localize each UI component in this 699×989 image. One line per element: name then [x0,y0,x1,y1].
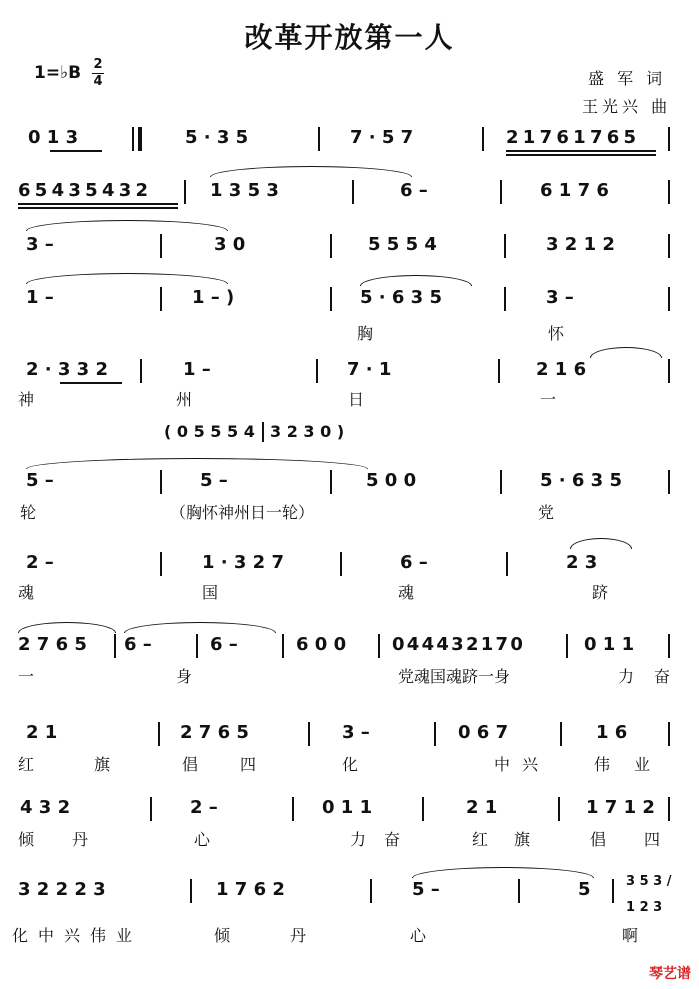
barline [160,287,162,311]
lyric: 党 [538,503,555,522]
barline [340,552,342,576]
barline [158,722,160,746]
measure: 3 2 3 0 ) [270,422,345,441]
barline [132,127,134,151]
barline [668,470,670,494]
lyric: 四 [644,830,661,849]
lyric: 倡 [182,755,199,774]
measure: 2 1 6 [536,359,587,380]
barline [140,359,142,383]
underline [18,207,178,209]
measure: 6 – [400,180,428,201]
measure: 2 1 7 6 1 7 6 5 [506,127,636,148]
lyric: 旗 [514,830,531,849]
measure: 0 1 1 [584,634,635,655]
barline [316,359,318,383]
lyric: 倡 [590,830,607,849]
lyric: 魂 [18,583,35,602]
lyric: 魂 [398,583,415,602]
lyric: 倾 [18,830,35,849]
barline [292,797,294,821]
measure: 0 6 7 [458,722,509,743]
measure: 6 1 7 6 [540,180,609,201]
measure: 5 – [412,879,440,900]
measure: 4 3 2 [20,797,71,818]
measure: 3 5 3 / 1 2 3 [626,874,672,915]
slur [412,867,594,878]
measure: 2 7 6 5 [180,722,249,743]
lyric: 力 [350,830,367,849]
lyric: 心 [194,830,211,849]
measure: 3 2 2 2 3 [18,879,106,900]
measure: 5 0 0 [366,470,417,491]
meter-bottom: 4 [93,74,103,89]
underline [50,150,102,152]
lyric: 州 [176,390,193,409]
barline [352,180,354,204]
barline [262,422,264,442]
lyric: 四 [240,755,257,774]
measure: 1 – [183,359,211,380]
measure: 2 1 [26,722,58,743]
barline [282,634,284,658]
barline [560,722,562,746]
barline [668,287,670,311]
slur [18,622,116,633]
measure: 6 0 0 [296,634,347,655]
barline [482,127,484,151]
underline [506,150,656,152]
barline [184,180,186,204]
lyric: 伟 [594,755,611,774]
measure: 3 0 [214,234,246,255]
measure: 0 1 1 [322,797,373,818]
barline [558,797,560,821]
barline [330,470,332,494]
slur [570,538,632,549]
measure: 5 – [200,470,228,491]
slur [124,622,276,633]
barline [668,797,670,821]
lyric: 跻 [592,583,609,602]
barline [668,359,670,383]
measure: 6 – [124,634,152,655]
measure: 7 · 1 [347,359,392,380]
measure: 5 [578,879,591,900]
barline [196,634,198,658]
barline [668,234,670,258]
meter-top: 2 [93,57,103,72]
lyric: 党魂国魂跻一身 [398,667,511,686]
measure: 3 – [546,287,574,308]
barline [422,797,424,821]
lyric: 日 [348,390,365,409]
page-title: 改革开放第一人 [244,21,455,54]
lyric: 旗 [94,755,111,774]
lyric: 怀 [548,324,565,343]
barline [668,634,670,658]
time-signature [92,58,104,89]
barline [160,552,162,576]
lyric: （胸怀神州日一轮） [170,503,315,522]
measure: 5 · 6 3 5 [540,470,623,491]
measure: 3 – [342,722,370,743]
underline [60,382,122,384]
barline [308,722,310,746]
lyric: 啊 [622,926,639,945]
slur [26,458,368,469]
lyric: 奋 [384,830,401,849]
measure: 0 1 3 [28,127,79,148]
score-line-7 [0,550,699,620]
barline [318,127,320,151]
lyric: 心 [410,926,427,945]
barline [160,470,162,494]
barline [504,287,506,311]
barline [378,634,380,658]
measure: 2 3 [566,552,598,573]
barline [114,634,116,658]
barline [370,879,372,903]
barline [498,359,500,383]
lyric: 化 [342,755,359,774]
lyric: 丹 [72,830,89,849]
lyric: 丹 [290,926,307,945]
measure: 6 5 4 3 5 4 3 2 [18,180,148,201]
barline [504,234,506,258]
lyric: 红 [472,830,489,849]
measure: 1 7 1 2 [586,797,655,818]
barline [668,127,670,151]
barline [612,879,614,903]
measure: 2 7 6 5 [18,634,87,655]
measure: 5 · 6 3 5 [360,287,443,308]
measure: 5 – [26,470,54,491]
lyric: 倾 [214,926,231,945]
measure: 1 · 3 2 7 [202,552,285,573]
measure: 7 · 5 7 [350,127,414,148]
key-signature: 1=♭B [34,63,82,83]
barline [500,180,502,204]
barline [668,180,670,204]
lyric: 一 [18,667,35,686]
score-line-10 [0,795,699,865]
underline [18,203,178,205]
measure: 5 5 5 4 [368,234,437,255]
measure: 3 2 1 2 [546,234,615,255]
score-line-4 [0,285,699,355]
score-line-6 [0,420,699,522]
score-line-11 [0,874,699,947]
barline [500,470,502,494]
measure: 3 – [26,234,54,255]
lyric: 化中兴伟业 [12,926,143,945]
barline [160,234,162,258]
barline [506,552,508,576]
lyricist-credit: 盛 军 词 [588,69,667,88]
measure: 1 – ) [192,287,235,308]
site-logo: 琴艺谱 [649,966,691,982]
measure: 6 – [400,552,428,573]
barline [518,879,520,903]
barline [330,287,332,311]
measure: 1 6 [596,722,628,743]
measure: 5 · 3 5 [185,127,249,148]
lyric: 身 [176,667,193,686]
lyric: 轮 [20,503,37,522]
repeat-barline [138,127,142,151]
barline [330,234,332,258]
measure: 6 – [210,634,238,655]
measure: 1 3 5 3 [210,180,279,201]
lyric: 中 [494,755,511,774]
measure: 1 7 6 2 [216,879,285,900]
lyric: 力 [618,667,635,686]
barline [434,722,436,746]
measure: 2 · 3 3 2 [26,359,109,380]
lyric: 国 [202,583,219,602]
lyric: 胸 [357,324,374,343]
measure: 2 – [26,552,54,573]
score-line-9 [0,720,699,790]
lyric: 神 [18,390,35,409]
underline [506,154,656,156]
lyric: 一 [540,390,557,409]
measure: 1 – [26,287,54,308]
lyric: 红 [18,755,35,774]
measure: ( 0 5 5 5 4 [164,422,255,441]
lyric: 奋 [654,667,671,686]
measure: 0 4 4 4 3 2 1 7 0 [392,634,521,655]
lyric: 兴 [522,755,539,774]
barline [150,797,152,821]
score-line-8 [0,632,699,702]
measure: 2 1 [466,797,498,818]
barline [566,634,568,658]
score-line-5 [0,357,699,427]
barline [668,722,670,746]
composer-credit: 王光兴 曲 [582,97,672,116]
measure: 2 – [190,797,218,818]
barline [190,879,192,903]
lyric: 业 [634,755,651,774]
